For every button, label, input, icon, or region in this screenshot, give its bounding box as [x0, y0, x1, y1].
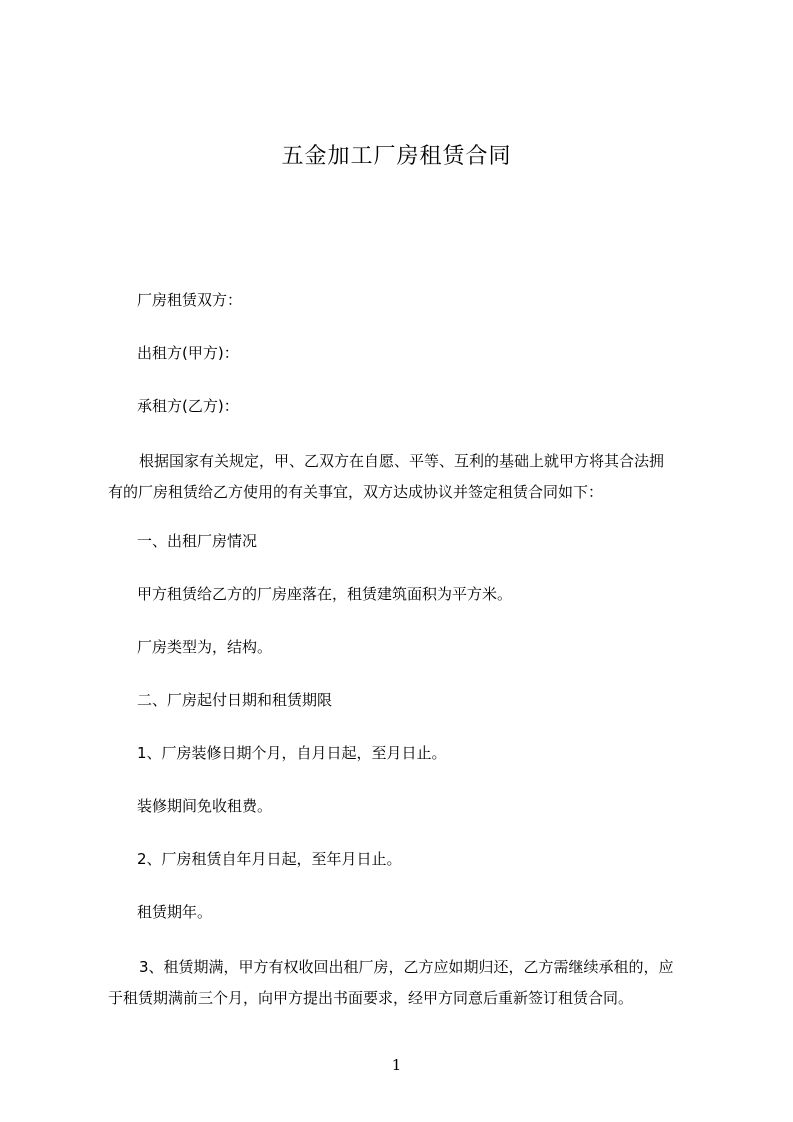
paragraph-line: 承租方(乙方)：: [137, 397, 239, 415]
paragraph-preamble: [108, 446, 718, 508]
paragraph-location: [108, 579, 718, 610]
paragraph-line: 厂房类型为，结构。: [137, 638, 273, 656]
paragraph-line: 1、厂房装修日期个月，自月日起，至月日止。: [137, 744, 447, 762]
section-heading-2: [108, 685, 718, 716]
paragraph-expiry: [108, 952, 718, 1014]
paragraph-line: 出租方(甲方)：: [137, 344, 239, 362]
paragraph-line: 甲方租赁给乙方的厂房座落在，租赁建筑面积为平方米。: [137, 585, 513, 603]
paragraph-lessee: [108, 391, 718, 422]
paragraph-type: [108, 632, 718, 663]
paragraph-line: 3、租赁期满，甲方有权收回出租厂房，乙方应如期归还，乙方需继续承租的，应: [139, 958, 674, 976]
page-number: 1: [391, 1056, 402, 1074]
section-heading-1: [108, 526, 718, 557]
paragraph-line: 2、厂房租赁自年月日起，至年月日止。: [137, 850, 402, 868]
paragraph-line: 二、厂房起付日期和租赁期限: [137, 691, 333, 709]
paragraph-line: 一、出租厂房情况: [137, 532, 258, 550]
paragraph-renovation: [108, 738, 718, 769]
paragraph-line: 租赁期年。: [137, 903, 213, 921]
document-title: 五金加工厂房租赁合同: [281, 144, 512, 169]
paragraph-line: 有的厂房租赁给乙方使用的有关事宜，双方达成协议并签定租赁合同如下：: [108, 483, 604, 501]
paragraph-lessor: [108, 338, 718, 369]
paragraph-parties: [108, 285, 718, 316]
paragraph-line: 装修期间免收租费。: [137, 797, 273, 815]
paragraph-lease-years: [108, 897, 718, 928]
paragraph-renovation-fee: [108, 791, 718, 822]
paragraph-lease-period: [108, 844, 718, 875]
paragraph-line: 于租赁期满前三个月，向甲方提出书面要求，经甲方同意后重新签订租赁合同。: [108, 989, 634, 1007]
paragraph-line: 厂房租赁双方：: [137, 291, 243, 309]
paragraph-line: 根据国家有关规定，甲、乙双方在自愿、平等、互利的基础上就甲方将其合法拥: [139, 452, 665, 470]
